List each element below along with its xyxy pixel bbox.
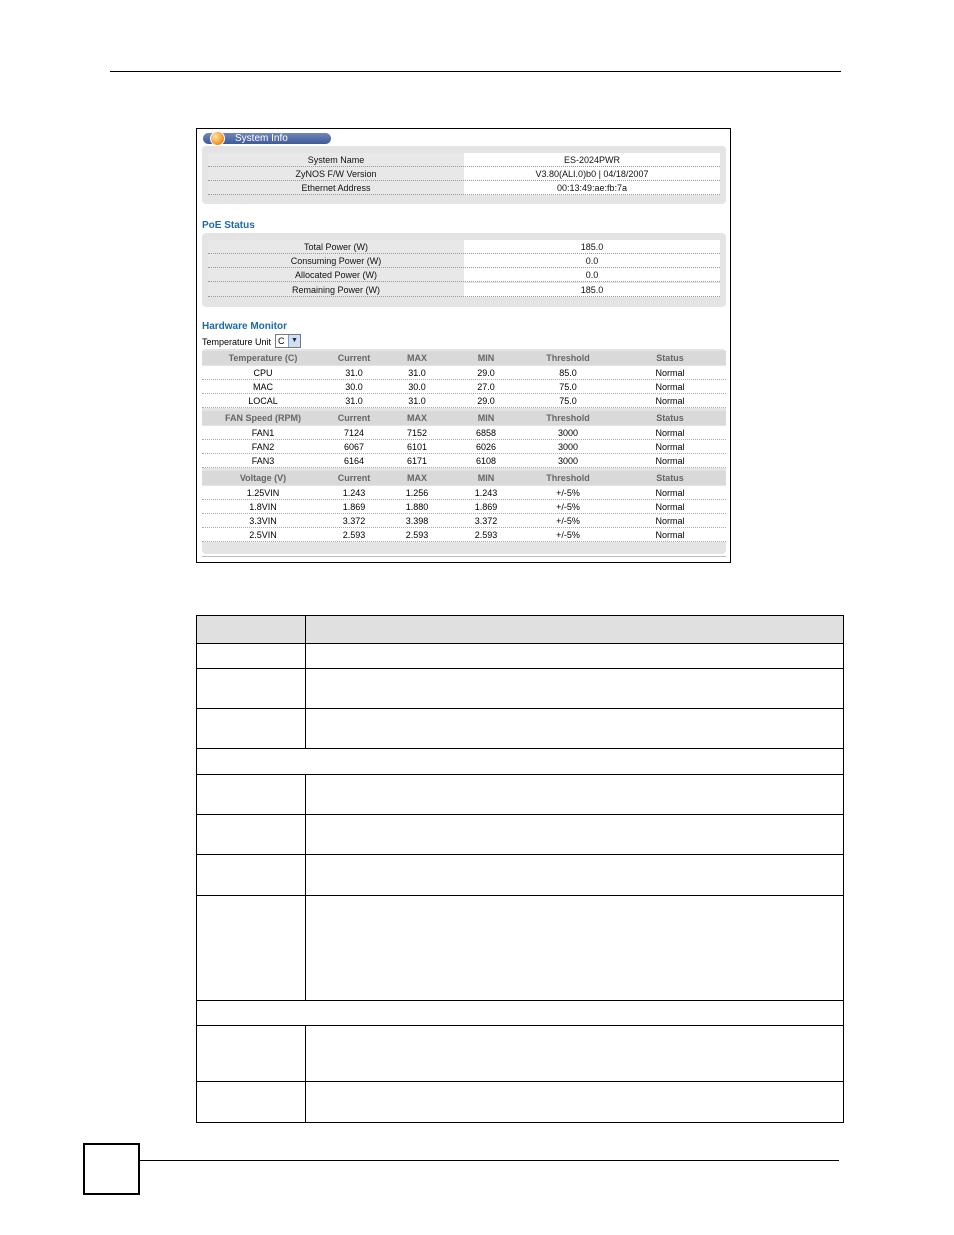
table-cell: 3000 <box>557 442 579 452</box>
poe-status-title: PoE Status <box>202 220 255 231</box>
description-cell <box>305 1081 844 1123</box>
table-cell: 75.0 <box>559 396 577 406</box>
column-header: Status <box>656 353 684 363</box>
column-header: Status <box>656 473 684 483</box>
table-cell: Normal <box>655 502 685 512</box>
table-cell: 6026 <box>475 442 497 452</box>
table-cell: Normal <box>655 428 685 438</box>
table-cell: 30.0 <box>408 382 426 392</box>
table-cell: 3000 <box>557 456 579 466</box>
row-value: 0.0 <box>464 268 720 282</box>
table-cell: 31.0 <box>345 368 363 378</box>
table-cell: FAN3 <box>251 456 275 466</box>
row-value: 00:13:49:ae:fb:7a <box>464 181 720 195</box>
table-row <box>202 500 726 514</box>
system-name-row <box>208 153 720 167</box>
column-header: MAX <box>407 353 427 363</box>
table-cell: FAN1 <box>251 428 275 438</box>
row-value: ES-2024PWR <box>464 153 720 167</box>
hardware-monitor-title: Hardware Monitor <box>202 321 288 332</box>
column-header: Threshold <box>546 353 590 363</box>
column-header: MIN <box>477 353 495 363</box>
description-cell <box>305 643 844 669</box>
row-label: Consuming Power (W) <box>208 254 464 268</box>
table-cell: 30.0 <box>345 382 363 392</box>
table-cell: 1.8VIN <box>249 502 277 512</box>
header-cell <box>196 615 306 644</box>
table-cell: 29.0 <box>477 396 495 406</box>
row-label: Allocated Power (W) <box>208 268 464 282</box>
system-info-box <box>202 146 726 204</box>
poe-row <box>208 283 720 297</box>
table-cell: Normal <box>655 368 685 378</box>
label-cell <box>196 814 306 855</box>
section-row <box>196 748 844 775</box>
description-cell <box>305 668 844 709</box>
label-cell <box>196 1025 306 1082</box>
poe-row <box>208 268 720 282</box>
table-cell: 2.593 <box>405 530 429 540</box>
table-cell: FAN2 <box>251 442 275 452</box>
firmware-version-row <box>208 167 720 181</box>
table-row <box>202 394 726 408</box>
footer-rule <box>140 1160 839 1161</box>
row-label: Ethernet Address <box>208 181 464 195</box>
row-value: 0.0 <box>464 254 720 268</box>
table-cell: +/-5% <box>556 502 580 512</box>
table-row <box>202 426 726 440</box>
table-cell: 31.0 <box>345 396 363 406</box>
table-cell: 1.243 <box>342 488 366 498</box>
column-header: MIN <box>477 473 495 483</box>
label-cell <box>196 895 306 1001</box>
column-header: MAX <box>407 413 427 423</box>
table-cell: 3000 <box>557 428 579 438</box>
table-cell: 29.0 <box>477 368 495 378</box>
table-cell: Normal <box>655 396 685 406</box>
column-header: Status <box>656 413 684 423</box>
column-header: Current <box>337 473 371 483</box>
table-cell: Normal <box>655 382 685 392</box>
table-cell: 31.0 <box>408 396 426 406</box>
column-header: Current <box>337 413 371 423</box>
orb-icon <box>210 131 225 146</box>
row-value: V3.80(ALI.0)b0 | 04/18/2007 <box>464 167 720 181</box>
row-label: Total Power (W) <box>208 240 464 254</box>
label-cell <box>196 774 306 815</box>
table-cell: Normal <box>655 488 685 498</box>
table-cell: 6171 <box>406 456 428 466</box>
table-row <box>202 440 726 454</box>
table-cell: Normal <box>655 442 685 452</box>
table-cell: 75.0 <box>559 382 577 392</box>
table-cell: 2.593 <box>342 530 366 540</box>
table-cell: 1.880 <box>405 502 429 512</box>
table-cell: MAC <box>253 382 273 392</box>
system-info-screenshot <box>196 128 731 563</box>
table-cell: 7152 <box>406 428 428 438</box>
label-cell <box>196 668 306 709</box>
poe-row <box>208 254 720 268</box>
column-header: Threshold <box>546 473 590 483</box>
table-cell: 6101 <box>406 442 428 452</box>
description-cell <box>305 1025 844 1082</box>
table-cell: 3.372 <box>342 516 366 526</box>
table-cell: 1.243 <box>474 488 498 498</box>
row-label: ZyNOS F/W Version <box>208 167 464 181</box>
table-cell: +/-5% <box>556 530 580 540</box>
table-cell: Normal <box>655 530 685 540</box>
table-cell: +/-5% <box>556 516 580 526</box>
voltage-header-row <box>202 471 726 485</box>
table-cell: 6108 <box>475 456 497 466</box>
table-cell: 2.593 <box>474 530 498 540</box>
divider <box>202 556 726 557</box>
label-cell <box>196 854 306 896</box>
table-cell: Normal <box>655 456 685 466</box>
field-description-table <box>196 615 844 1123</box>
poe-row <box>208 240 720 254</box>
row-value: 185.0 <box>464 283 720 297</box>
label-cell <box>196 708 306 749</box>
screen-title: System Info <box>235 133 288 144</box>
table-cell: 31.0 <box>408 368 426 378</box>
table-cell: 7124 <box>343 428 365 438</box>
table-cell: LOCAL <box>248 396 278 406</box>
column-header: Threshold <box>546 413 590 423</box>
table-cell: Normal <box>655 516 685 526</box>
table-cell: 2.5VIN <box>249 530 277 540</box>
table-cell: 27.0 <box>477 382 495 392</box>
table-cell: 3.3VIN <box>249 516 277 526</box>
description-cell <box>305 708 844 749</box>
column-header: Current <box>337 353 371 363</box>
temperature-unit-label: Temperature Unit <box>202 337 272 347</box>
table-cell: 3.372 <box>474 516 498 526</box>
label-cell <box>196 1081 306 1123</box>
table-row <box>202 528 726 542</box>
column-header: MAX <box>407 473 427 483</box>
table-row <box>202 366 726 380</box>
table-cell: 6067 <box>343 442 365 452</box>
header-cell <box>305 615 844 644</box>
section-row <box>196 1000 844 1026</box>
temperature-header-row <box>202 351 726 365</box>
column-header: Voltage (V) <box>239 473 287 483</box>
column-header: Temperature (C) <box>228 353 298 363</box>
table-row <box>202 514 726 528</box>
row-value: 185.0 <box>464 240 720 254</box>
description-cell <box>305 814 844 855</box>
table-cell: 6164 <box>343 456 365 466</box>
table-cell: CPU <box>253 368 273 378</box>
table-cell: 85.0 <box>559 368 577 378</box>
table-cell: 1.869 <box>474 502 498 512</box>
select-value: C <box>278 336 285 346</box>
table-cell: 3.398 <box>405 516 429 526</box>
table-cell: 1.25VIN <box>246 488 280 498</box>
row-label: Remaining Power (W) <box>208 283 464 297</box>
table-cell: +/-5% <box>556 488 580 498</box>
fan-header-row <box>202 411 726 425</box>
ethernet-address-row <box>208 181 720 195</box>
chevron-down-icon[interactable]: ▼ <box>288 335 300 347</box>
label-cell <box>196 643 306 669</box>
temperature-unit-select[interactable] <box>275 334 301 348</box>
table-row <box>202 454 726 468</box>
column-header: FAN Speed (RPM) <box>224 413 301 423</box>
table-row <box>202 486 726 500</box>
description-cell <box>305 895 844 1001</box>
table-cell: 1.256 <box>405 488 429 498</box>
poe-status-box <box>202 233 726 307</box>
description-cell <box>305 774 844 815</box>
description-cell <box>305 854 844 896</box>
row-label: System Name <box>208 153 464 167</box>
page-number-box <box>83 1143 140 1195</box>
table-cell: 6858 <box>475 428 497 438</box>
column-header: MIN <box>477 413 495 423</box>
header-rule <box>110 71 841 72</box>
table-cell: 1.869 <box>342 502 366 512</box>
table-row <box>202 380 726 394</box>
